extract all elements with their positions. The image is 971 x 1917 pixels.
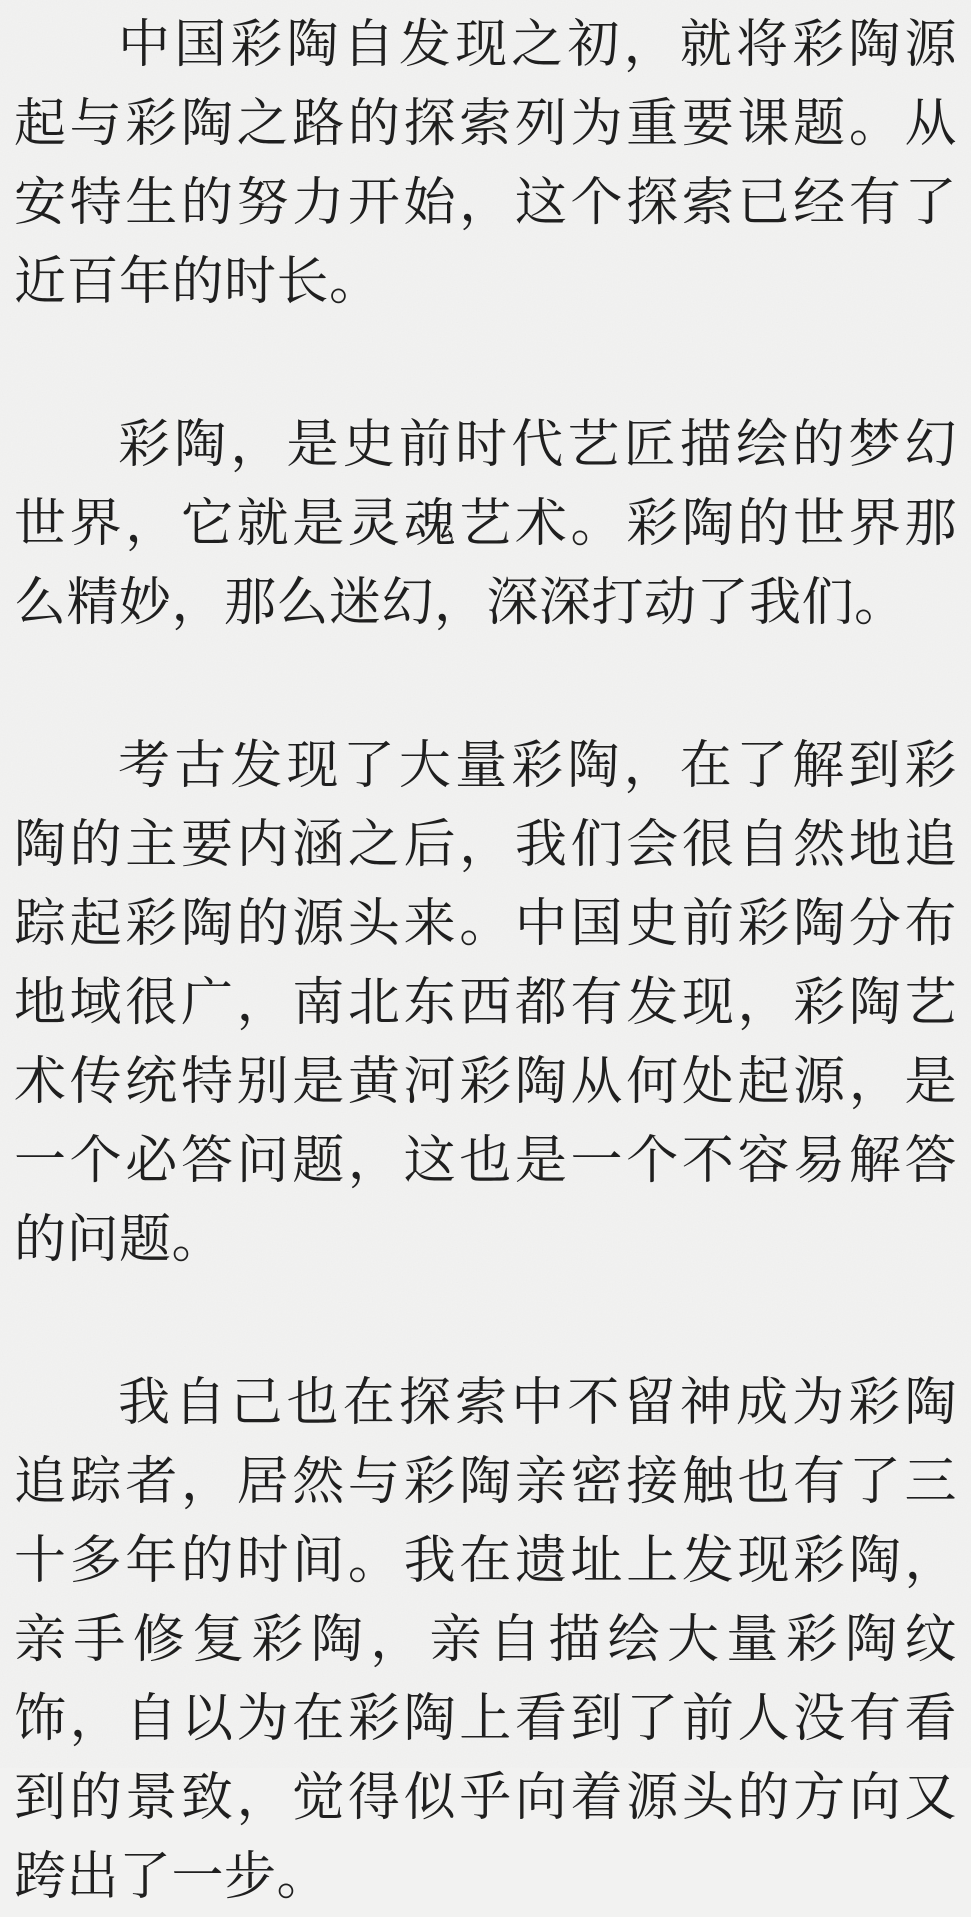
paragraph-4: 我自己也在探索中不留神成为彩陶追踪者，居然与彩陶亲密接触也有了三十多年的时间。我在遗址上发现彩陶，亲手修复彩陶，亲自描绘大量彩陶纹饰，自以为在彩陶上看到了前人没有看到的景致，觉得似乎向着源头的方向又跨出了一步。 — [14, 1374, 957, 1906]
paragraph-2: 彩陶，是史前时代艺匠描绘的梦幻世界，它就是灵魂艺术。彩陶的世界那么精妙，那么迷幻，深深打动了我们。 — [14, 416, 957, 632]
page-text — [14, 6, 957, 1917]
paragraph-1: 中国彩陶自发现之初，就将彩陶源起与彩陶之路的探索列为重要课题。从安特生的努力开始，这个探索已经有了近百年的时长。 — [14, 16, 957, 311]
paragraph-3: 考古发现了大量彩陶，在了解到彩陶的主要内涵之后，我们会很自然地追踪起彩陶的源头来。中国史前彩陶分布地域很广，南北东西都有发现，彩陶艺术传统特别是黄河彩陶从何处起源，是一个必答问题，这也是一个不容易解答的问题。 — [14, 737, 957, 1269]
